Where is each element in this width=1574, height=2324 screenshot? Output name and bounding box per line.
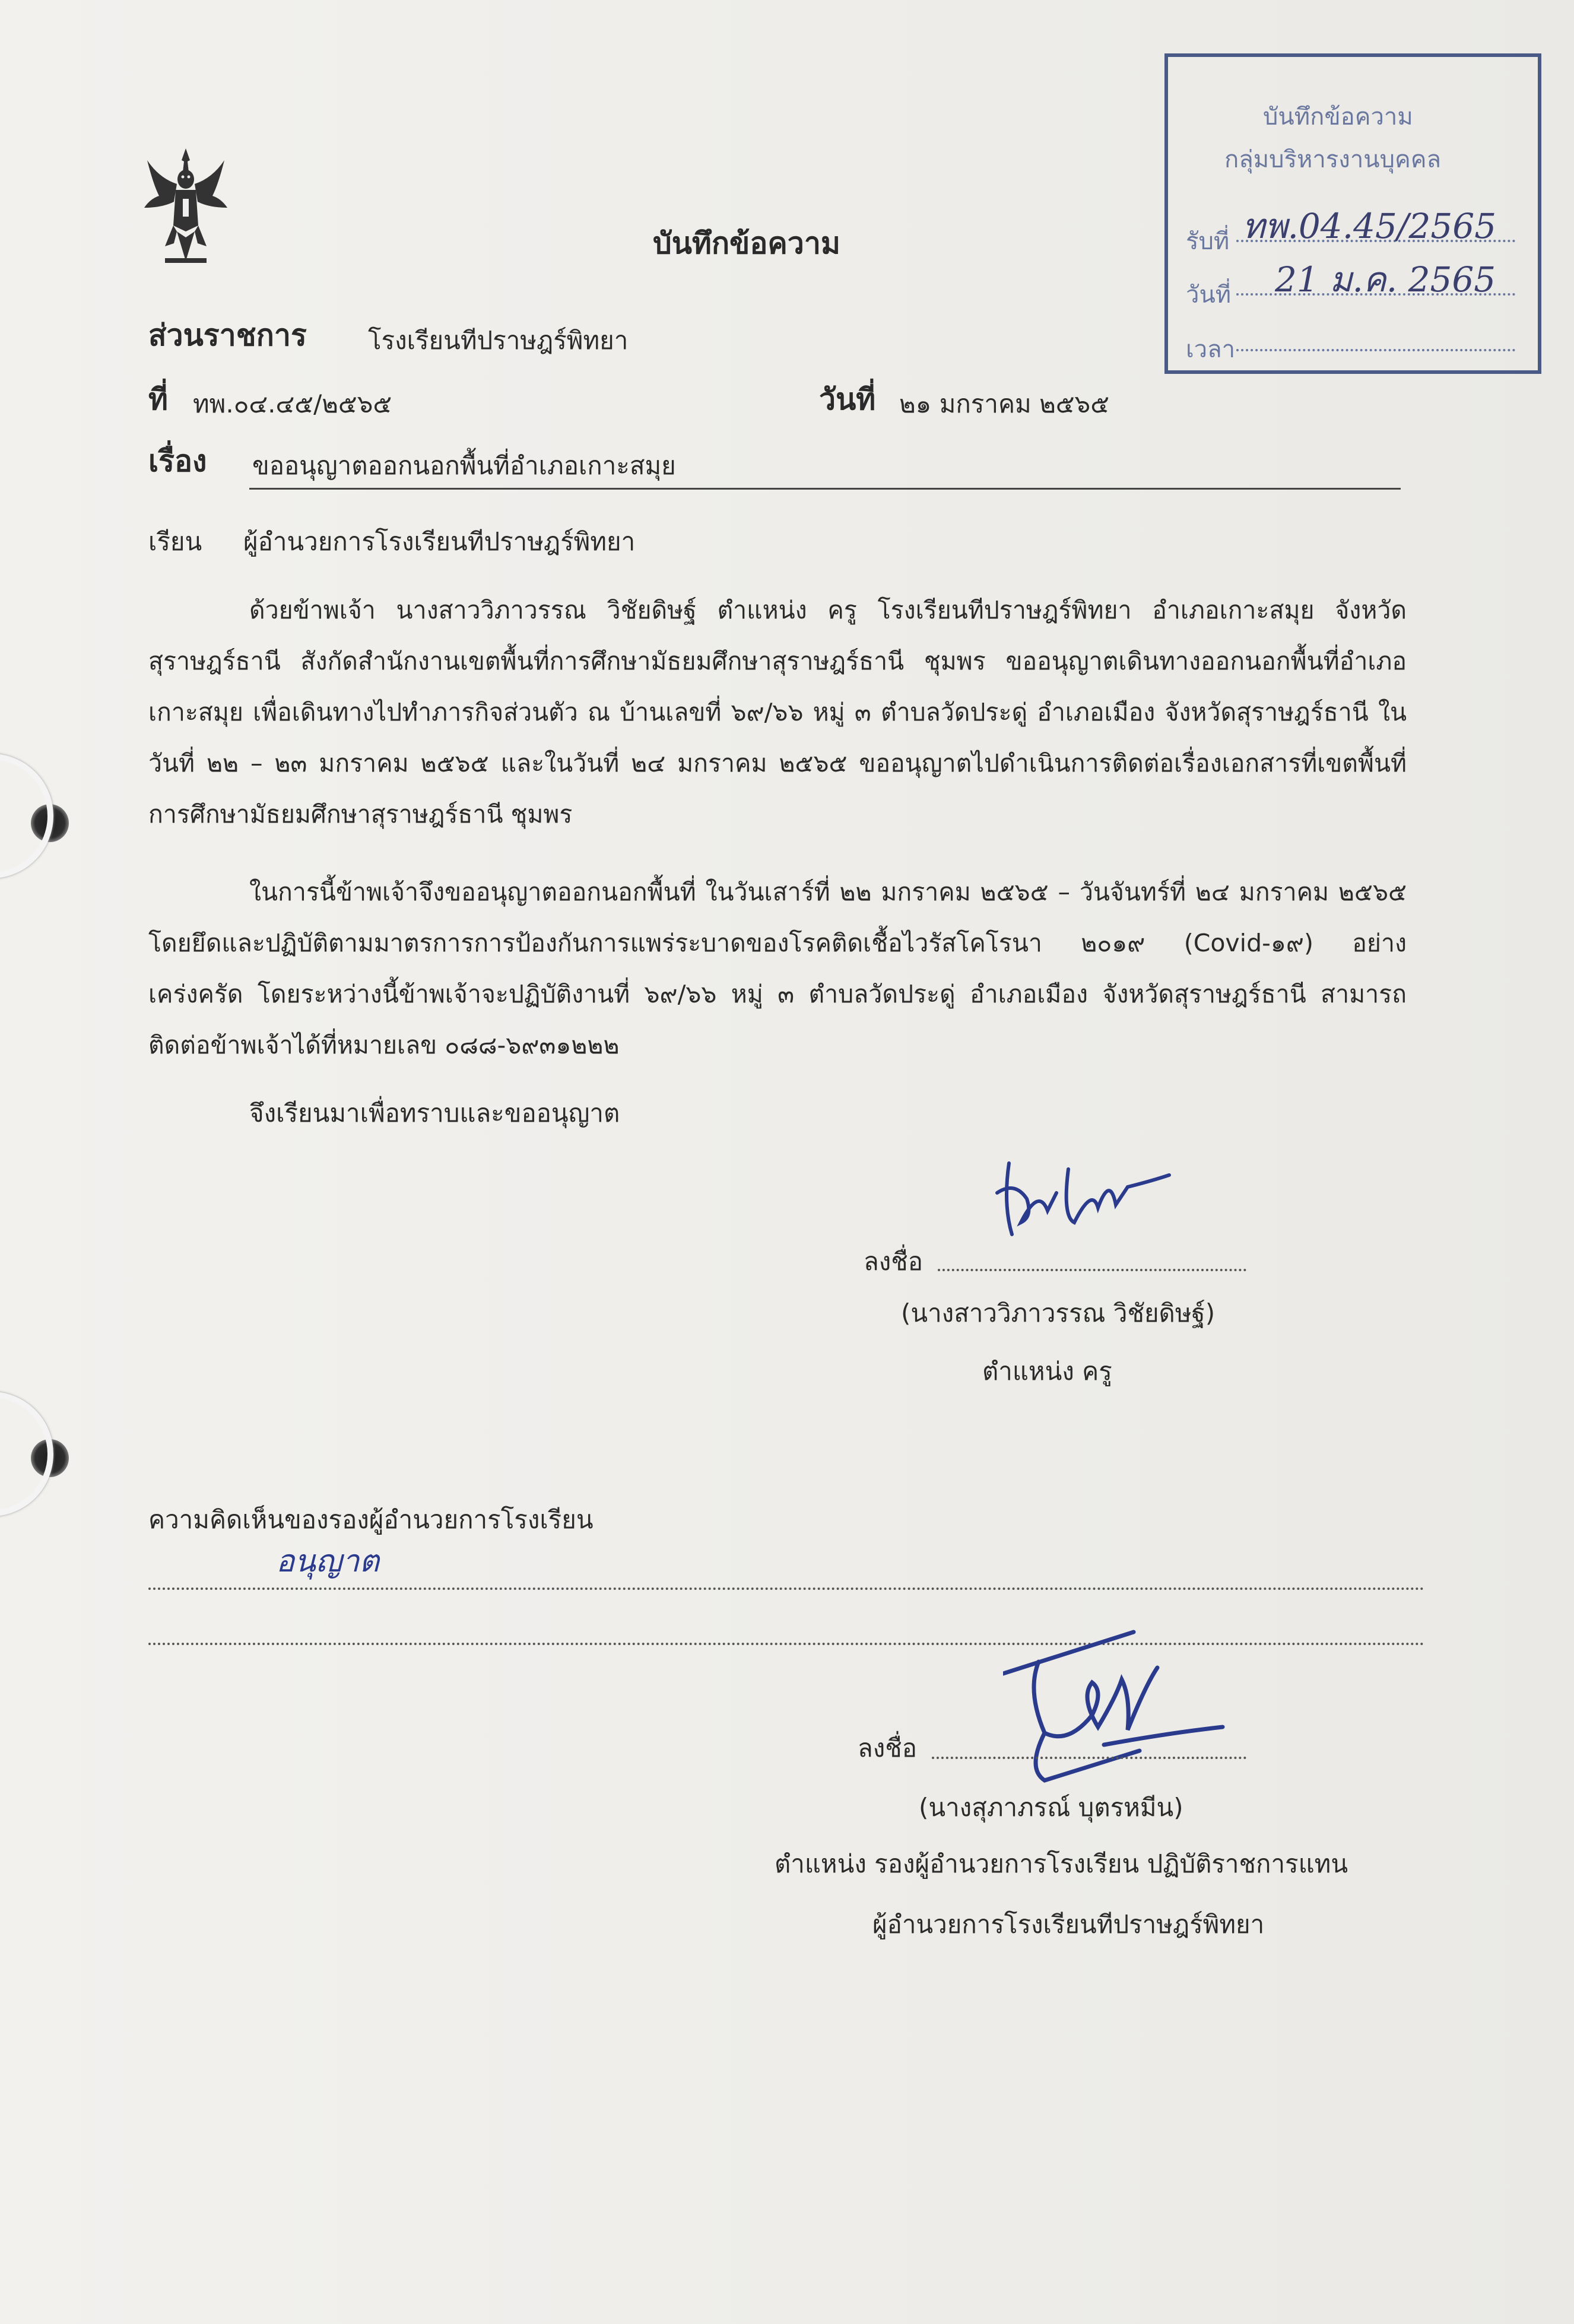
closing-line: จึงเรียนมาเพื่อทราบและขออนุญาต (249, 1098, 620, 1128)
salutation-value: ผู้อำนวยการโรงเรียนทีปราษฎร์พิทยา (243, 527, 636, 556)
signature-2-label: ลงชื่อ (858, 1734, 917, 1763)
signature-2-position-line2: ผู้อำนวยการโรงเรียนทีปราษฎร์พิทยา (872, 1910, 1265, 1939)
binder-ring-top (0, 754, 53, 878)
stamp-received-label: รับที่ (1186, 228, 1230, 255)
date-value: ๒๑ มกราคม ๒๕๖๕ (899, 389, 1110, 418)
opinion-dots-1 (148, 1588, 1424, 1590)
stamp-line2: กลุ่มบริหารงานบุคคล (1224, 146, 1442, 173)
agency-label: ส่วนราชการ (148, 318, 307, 353)
stamp-date-value: 21 ม.ค. 2565 (1275, 259, 1496, 300)
signature-2-mark (1003, 1626, 1229, 1798)
stamp-line1: บันทึกข้อความ (1263, 103, 1413, 131)
signature-1-label: ลงชื่อ (864, 1247, 923, 1276)
stamp-date-label: วันที่ (1186, 281, 1232, 309)
receipt-stamp (1164, 53, 1541, 374)
stamp-time-dots (1236, 349, 1515, 351)
signature-2-dots (932, 1757, 1246, 1759)
signature-1-name: (นางสาววิภาวรรณ วิชัยดิษฐ์) (901, 1298, 1216, 1328)
opinion-handwritten: อนุญาต (276, 1544, 380, 1579)
subject-underline (249, 488, 1401, 490)
body-paragraph-1 (148, 585, 1407, 840)
signature-2-name: (นางสุภาภรณ์ บุตรหมีน) (919, 1793, 1183, 1822)
garuda-emblem-icon (141, 142, 230, 273)
opinion-label: ความคิดเห็นของรองผู้อำนวยการโรงเรียน (148, 1505, 594, 1534)
agency-value: โรงเรียนทีปราษฎร์พิทยา (368, 326, 629, 355)
stamp-received-value: ทพ.04.45/2565 (1242, 206, 1497, 246)
signature-1-mark (973, 1151, 1175, 1252)
subject-label: เรื่อง (148, 444, 207, 478)
ref-value: ทพ.๐๔.๔๕/๒๕๖๕ (193, 389, 392, 418)
body-paragraph-2 (148, 866, 1407, 1071)
opinion-dots-2 (148, 1643, 1424, 1645)
date-label: วันที่ (819, 382, 876, 417)
binder-ring-bottom (0, 1392, 53, 1516)
signature-1-position: ตำแหน่ง ครู (982, 1357, 1112, 1386)
stamp-time-label: เวลา (1186, 336, 1236, 363)
signature-1-dots (938, 1269, 1246, 1271)
body-paragraph-2-text: ในการนี้ข้าพเจ้าจึงขออนุญาตออกนอกพื้นที่ ในวันเสาร์ที่ ๒๒ มกราคม ๒๕๖๕ – วันจันทร์ที่ ๒๔ มกราคม ๒๕๖๕ โดยยึดและปฏิบัติตามมาตรการการป้องกันการแพร่ระบาดของโรคติดเชื้อไวรัสโคโรนา ๒๐๑๙ (Covid-๑๙) อย่างเคร่งครัด โดยระหว่างนี้ข้าพเจ้าจะปฏิบัติงานที่ ๖๙/๖๖ หมู่ ๓ ตำบลวัดประดู่ อำเภอเมือง จังหวัดสุราษฎร์ธานี สามารถติดต่อข้าพเจ้าได้ที่หมายเลข ๐๘๘-๖๙๓๑๒๒๒ (148, 878, 1407, 1059)
memo-title: บันทึกข้อความ (653, 226, 840, 261)
body-paragraph-1-text: ด้วยข้าพเจ้า นางสาววิภาวรรณ วิชัยดิษฐ์ ตำแหน่ง ครู โรงเรียนทีปราษฎร์พิทยา อำเภอเกาะสมุย จังหวัดสุราษฎร์ธานี สังกัดสำนักงานเขตพื้นที่การศึกษามัธยมศึกษาสุราษฎร์ธานี ชุมพร ขออนุญาตเดินทางออกนอกพื้นที่อำเภอเกาะสมุย เพื่อเดินทางไปทำภารกิจส่วนตัว ณ บ้านเลขที่ ๖๙/๖๖ หมู่ ๓ ตำบลวัดประดู่ อำเภอเมือง จังหวัดสุราษฎร์ธานี ในวันที่ ๒๒ – ๒๓ มกราคม ๒๕๖๕ และในวันที่ ๒๔ มกราคม ๒๕๖๕ ขออนุญาตไปดำเนินการติดต่อเรื่องเอกสารที่เขตพื้นที่การศึกษามัธยมศึกษาสุราษฎร์ธานี ชุมพร (148, 596, 1407, 828)
salutation-label: เรียน (148, 527, 202, 556)
signature-2-position-line1: ตำแหน่ง รองผู้อำนวยการโรงเรียน ปฏิบัติราชการแทน (775, 1849, 1348, 1878)
subject-value: ขออนุญาตออกนอกพื้นที่อำเภอเกาะสมุย (252, 451, 676, 480)
ref-label: ที่ (148, 382, 168, 417)
